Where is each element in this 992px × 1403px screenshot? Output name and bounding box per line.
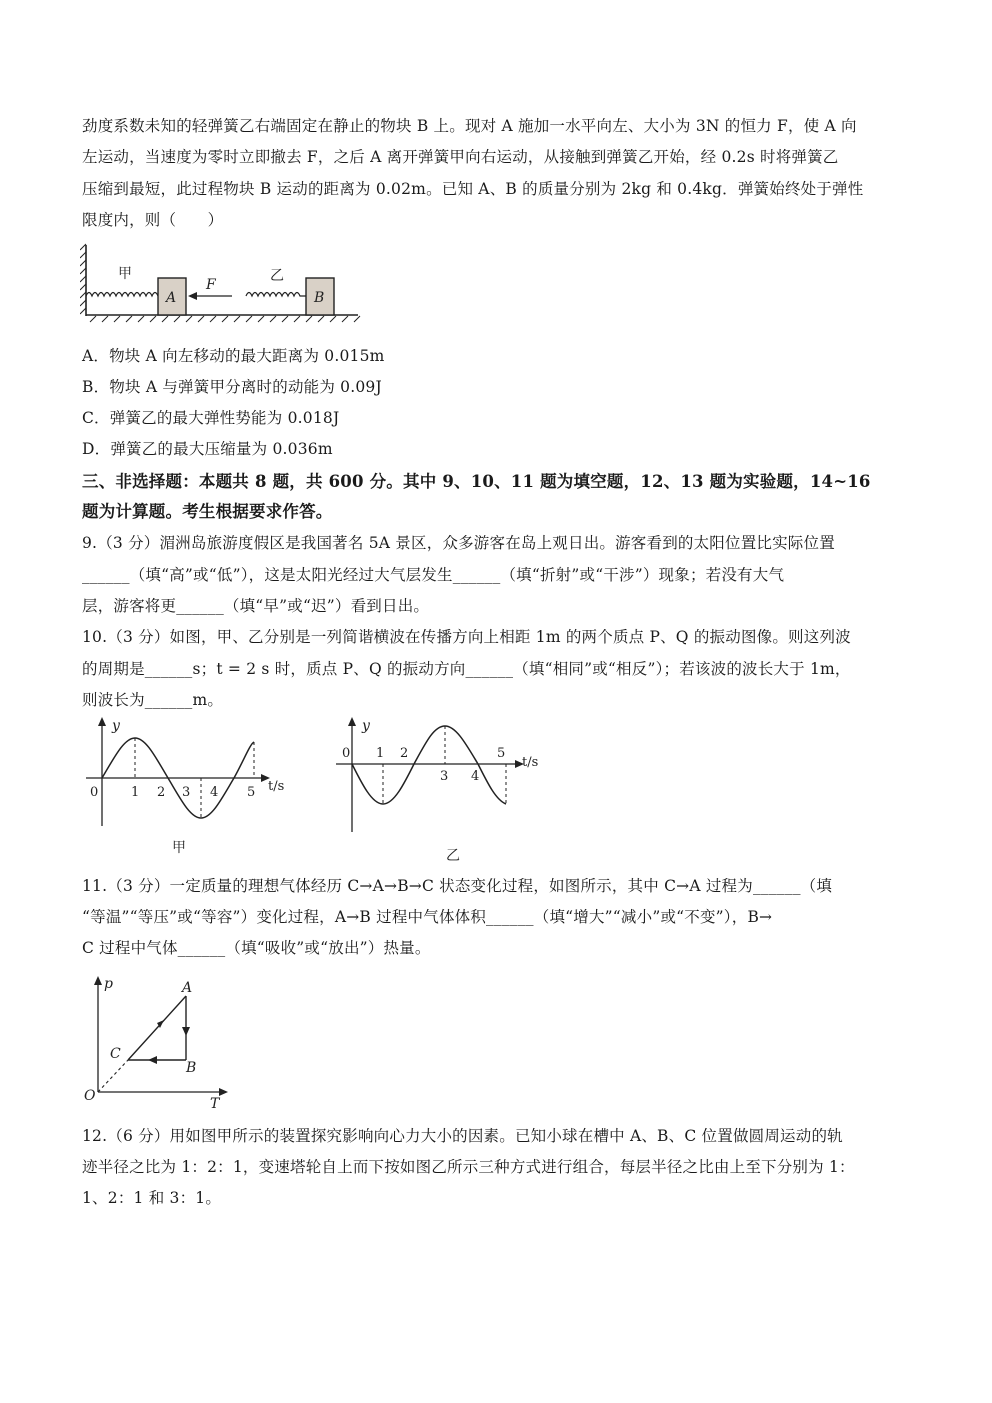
graph-jia-origin: 0 [90,785,99,800]
section3-line-2: 题为计算题。考生根据要求作答。 [82,502,333,521]
graph-jia-ylabel: y [112,718,120,734]
vibration-graph-jia [84,714,294,864]
graph-yi-origin: 0 [342,746,351,761]
spring-block-figure [80,240,365,328]
q8-option-d: D．弹簧乙的最大压缩量为 0.036m [82,440,333,458]
q12-line-3: 1、2：1 和 3：1。 [82,1189,222,1207]
q8-option-a: A．物块 A 向左移动的最大距离为 0.015m [82,347,385,365]
graph-jia-tick-4: 4 [210,785,219,800]
graph-yi-tick-3: 3 [440,769,449,784]
graph-yi-ylabel: y [362,718,370,734]
q9-line-2: ______（填“高”或“低”），这是太阳光经过大气层发生______（填“折射”或“干涉”）现象；若没有大气 [82,566,785,584]
q10-line-2: 的周期是______s；t = 2 s 时，质点 P、Q 的振动方向______（填“相同”或“相反”）；若该波的波长大于 1m， [82,660,851,678]
q12-line-2: 迹半径之比为 1：2：1，变速塔轮自上而下按如图乙所示三种方式进行组合，每层半径之比由上至下分别为 1： [82,1158,855,1176]
pt-point-c: C [110,1046,121,1062]
q10-line-3: 则波长为______m。 [82,691,224,709]
block-b-label: B [314,290,325,306]
graph-yi-tick-5: 5 [497,746,506,761]
q11-line-3: C 过程中气体______（填“吸收”或“放出”）热量。 [82,939,431,957]
block-a-label: A [166,290,177,306]
pt-xlabel: T [210,1096,220,1110]
q9-line-1: 9.（3 分）湄洲岛旅游度假区是我国著名 5A 景区，众多游客在岛上观日出。游客看到的太阳位置比实际位置 [82,534,835,552]
spring-yi [246,293,306,297]
vibration-graph-yi [334,714,554,864]
section3-line-1: 三、非选择题：本题共 8 题，共 600 分。其中 9、10、11 题为填空题，12、13 题为实验题，14~16 [82,472,871,491]
q8-option-b: B．物块 A 与弹簧甲分离时的动能为 0.09J [82,378,382,396]
graph-jia-tick-3: 3 [182,785,191,800]
graph-jia-tick-2: 2 [157,785,166,800]
graph-yi-curve [352,726,506,804]
graph-jia-xlabel: t/s [268,779,285,794]
graph-yi-tick-4: 4 [471,769,480,784]
graph-yi-tick-2: 2 [400,746,409,761]
pt-ylabel: p [104,976,113,992]
q8-line-2: 左运动，当速度为零时立即撤去 F，之后 A 离开弹簧甲向右运动，从接触到弹簧乙开始，经 0.2s 时将弹簧乙 [82,148,839,166]
pt-point-b: B [186,1060,197,1076]
pt-point-a: A [182,980,193,996]
graph-jia-caption: 甲 [172,840,186,856]
graph-yi-caption: 乙 [446,848,460,864]
force-arrow [188,292,197,300]
graph-jia-tick-5: 5 [247,785,256,800]
p-t-graph [80,970,240,1110]
q8-line-3: 压缩到最短，此过程物块 B 运动的距离为 0.02m。已知 A、B 的质量分别为 2kg 和 0.4kg．弹簧始终处于弹性 [82,180,864,198]
spring-yi-label: 乙 [270,268,284,284]
q12-line-1: 12.（6 分）用如图甲所示的装置探究影响向心力大小的因素。已知小球在槽中 A、B、C 位置做圆周运动的轨 [82,1127,843,1145]
spring-jia-label: 甲 [118,266,132,282]
graph-jia-tick-1: 1 [131,785,140,800]
graph-yi-xlabel: t/s [522,755,539,770]
q10-line-1: 10.（3 分）如图，甲、乙分别是一列简谐横波在传播方向上相距 1m 的两个质点 P、Q 的振动图像。则这列波 [82,628,851,646]
q11-line-1: 11.（3 分）一定质量的理想气体经历 C→A→B→C 状态变化过程，如图所示，其中 C→A 过程为______（填 [82,877,833,895]
force-label: F [206,277,216,293]
q11-line-2: “等温”“等压”或“等容”）变化过程，A→B 过程中气体体积______（填“增大”“减小”或“不变”），B→ [82,908,773,926]
q8-line-1: 劲度系数未知的轻弹簧乙右端固定在静止的物块 B 上。现对 A 施加一水平向左、大小为 3N 的恒力 F，使 A 向 [82,117,857,135]
q9-line-3: 层，游客将更______（填“早”或“迟”）看到日出。 [82,597,430,615]
pt-origin: O [84,1088,96,1104]
graph-yi-tick-1: 1 [376,746,385,761]
spring-jia [86,293,158,297]
q8-option-c: C．弹簧乙的最大弹性势能为 0.018J [82,409,340,427]
q8-line-4: 限度内，则（ ） [82,211,224,229]
process-c-to-a [128,996,186,1060]
